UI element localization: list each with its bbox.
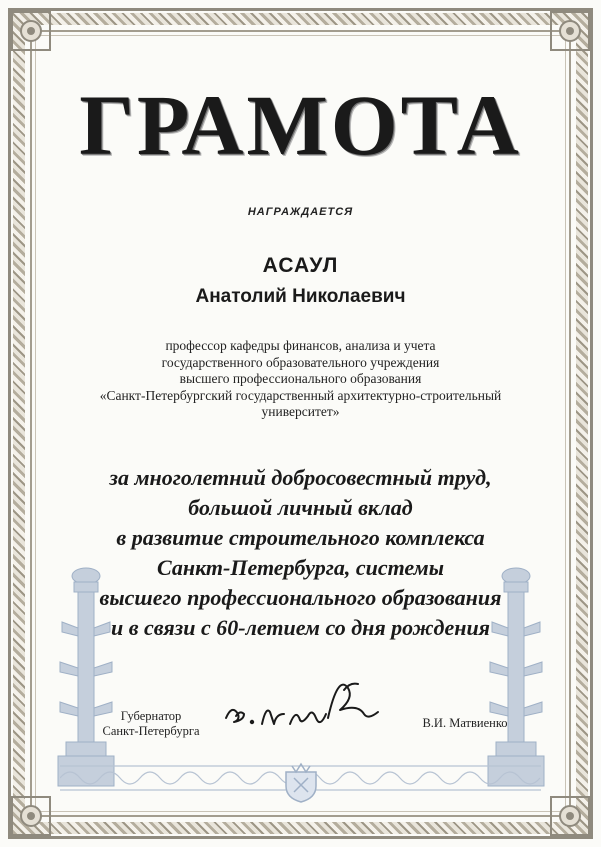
ornament-corner-icon: [549, 10, 591, 52]
reason-line: высшего профессионального образования: [99, 585, 502, 610]
recipient-surname: АСАУЛ: [262, 254, 339, 277]
reason-line: в развитие строительного комплекса: [116, 525, 485, 550]
recipient-given-names: Анатолий Николаевич: [195, 286, 406, 307]
signatory-title: [96, 709, 206, 739]
position-line: государственного образовательного учреждения: [161, 354, 440, 370]
signatory-title-line: Санкт-Петербурга: [102, 724, 200, 738]
reason-line: Санкт-Петербурга, системы: [157, 555, 444, 580]
position-line: «Санкт-Петербургский государственный архитектурно-строительный: [99, 387, 502, 403]
recipient-position: [70, 338, 531, 421]
award-reason: [50, 463, 551, 643]
handwritten-signature: [216, 678, 396, 738]
ornament-corner-icon: [10, 795, 52, 837]
signatory-title-line: Губернатор: [120, 709, 182, 723]
position-line: университет»: [261, 404, 340, 419]
certificate-title: ГРАМОТА: [79, 77, 522, 173]
ornament-corner-icon: [549, 795, 591, 837]
position-line: высшего профессионального образования: [179, 371, 422, 386]
ornament-corner-icon: [10, 10, 52, 52]
awarded-label: НАГРАЖДАЕТСЯ: [247, 206, 354, 218]
position-line: профессор кафедры финансов, анализа и учета: [165, 338, 436, 353]
signatory-name: В.И. Матвиенко: [422, 716, 508, 730]
reason-line: и в связи с 60-летием со дня рождения: [110, 615, 491, 640]
city-emblem-icon: [278, 760, 324, 806]
reason-line: за многолетний добросовестный труд,: [109, 465, 492, 490]
reason-line: большой личный вклад: [188, 495, 413, 520]
